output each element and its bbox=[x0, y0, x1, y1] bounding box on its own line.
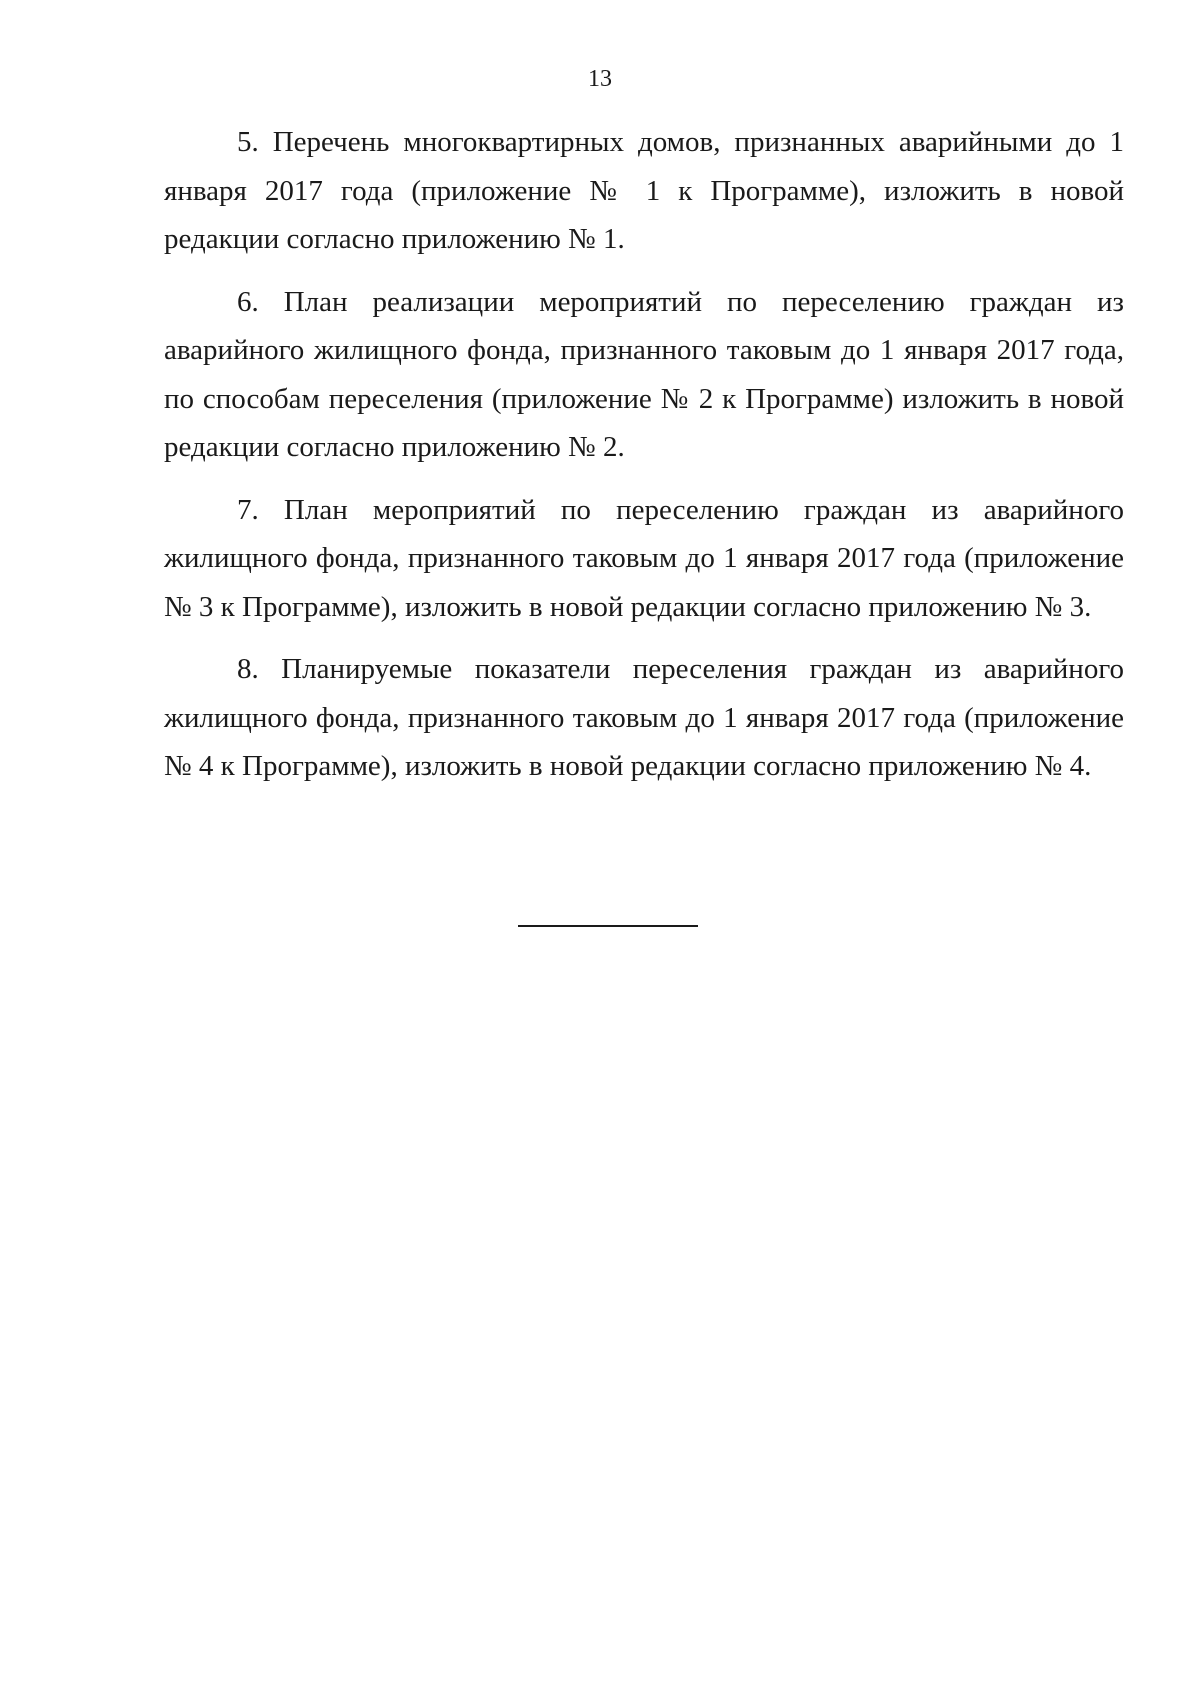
paragraph-7: 7. План мероприятий по переселению граждан из аварийного жилищного фонда, признанного таковым до 1 января 2017 года (приложение № 3 к Программе), изложить в новой редакции согласно приложению № 3. bbox=[164, 493, 1124, 623]
paragraph-5: 5. Перечень многоквартирных домов, признанных аварийными до 1 января 2017 года (приложение № 1 к Программе), изложить в новой редакции согласно приложению № 1. bbox=[164, 126, 1124, 255]
end-separator-line bbox=[518, 925, 698, 927]
page-number: 13 bbox=[588, 66, 612, 92]
paragraph-8: 8. Планируемые показатели переселения граждан из аварийного жилищного фонда, признанного таковым до 1 января 2017 года (приложение № 4 к Программе), изложить в новой редакции согласно приложению № 4. bbox=[164, 653, 1124, 782]
paragraph-6: 6. План реализации мероприятий по переселению граждан из аварийного жилищного фонда, признанного таковым до 1 января 2017 года, по способам переселения (приложение № 2 к Программе) изложить в новой редакции согласно приложению № 2. bbox=[164, 285, 1124, 463]
document-body bbox=[164, 118, 1124, 805]
